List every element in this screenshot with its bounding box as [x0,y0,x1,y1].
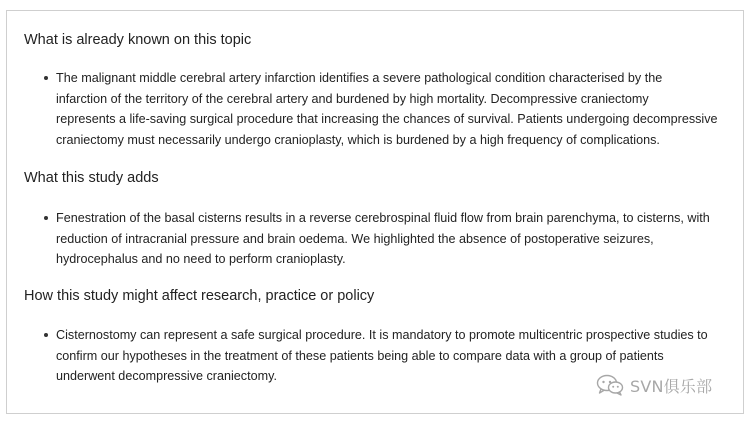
bullet-text-line: Cisternostomy can represent a safe surgical procedure. It is mandatory to promote multicentric prospective studies to [56,328,708,342]
bullet-text-line: The malignant middle cerebral artery infarction identifies a severe pathological condition characterised by the [56,71,663,85]
wechat-icon [596,374,624,396]
watermark [596,373,712,397]
bullet-dot [44,216,48,220]
bullet-item-known [7,68,745,150]
bullet-dot [44,333,48,337]
bullet-text-line: underwent decompressive craniectomy. [56,369,277,383]
bullet-text-line: represents a life-saving surgical procedure that increasing the chances of survival. Patients undergoing decompressive [56,112,718,126]
watermark-text: SVN俱乐部 [630,376,713,396]
bullet-text-line: craniectomy must necessarily undergo cranioplasty, which is burdened by a high frequency of complications. [56,132,660,147]
bullet-text-line: hydrocephalus and no need to perform cranioplasty. [56,252,346,266]
bullet-text-line: reduction of intracranial pressure and brain oedema. We highlighted the absence of postoperative seizures, [56,231,654,246]
bullet-dot [44,76,48,80]
section-heading-affect: How this study might affect research, practice or policy [24,288,375,304]
bullet-text-line: Fenestration of the basal cisterns results in a reverse cerebrospinal fluid flow from brain parenchyma, to cisterns, with [56,211,710,225]
section-heading-known: What is already known on this topic [24,32,252,48]
section-heading-adds: What this study adds [24,170,159,186]
bullet-item-adds [7,208,745,270]
bullet-text-line: infarction of the territory of the cerebral artery and burdened by high mortality. Decompressive craniectomy [56,91,649,106]
bullet-list-known [7,68,745,150]
bullet-list-adds [7,208,745,270]
key-messages-box [6,10,744,414]
bullet-text-line: confirm our hypotheses in the treatment of these patients being able to compare data with a group of patients [56,348,664,363]
